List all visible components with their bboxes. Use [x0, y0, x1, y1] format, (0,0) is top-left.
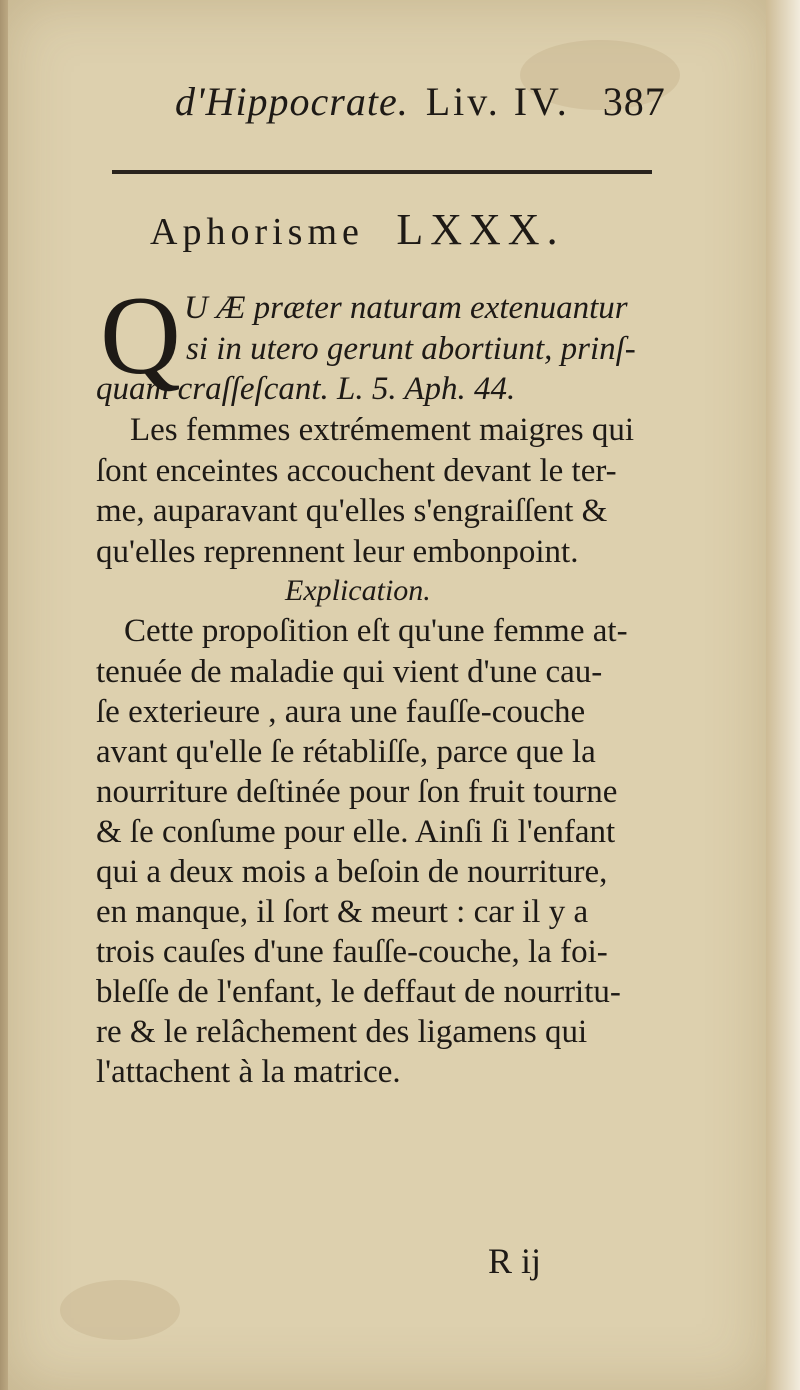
french-line: qu'elles reprennent leur embonpoint. [96, 534, 579, 570]
paper-stain [60, 1280, 180, 1340]
explication-line: qui a deux mois a beſoin de nourriture, [96, 854, 608, 890]
heading-word: Aphorisme [150, 211, 364, 253]
explication-line: l'attachent à la matrice. [96, 1054, 401, 1090]
latin-line: quam craſſeſcant. L. 5. Aph. 44. [96, 371, 516, 407]
latin-line: si in utero gerunt abortiunt, prinſ- [186, 331, 636, 367]
header-rule [112, 170, 652, 174]
explication-line: en manque, il ſort & meurt : car il y a [96, 894, 589, 930]
heading-numeral: LXXX. [396, 205, 565, 254]
explication-line: nourriture deſtinée pour ſon fruit tourne [96, 774, 618, 810]
drop-cap: Q [100, 274, 181, 398]
french-line: ſont enceintes accouchent devant le ter- [96, 453, 617, 489]
explication-line: bleſſe de l'enfant, le deffaut de nourritu- [96, 974, 621, 1010]
running-head [175, 78, 695, 125]
latin-line: U Æ præter naturam extenuantur [184, 290, 628, 326]
explication-line: avant qu'elle ſe rétabliſſe, parce que la [96, 734, 596, 770]
explication-title: Explication. [285, 574, 431, 607]
running-head-title: d'Hippocrate. [175, 79, 409, 124]
aphorism-heading [150, 204, 670, 255]
explication-line: & ſe conſume pour elle. Ainſi ſi l'enfant [96, 814, 616, 850]
signature-mark: R ij [488, 1241, 542, 1281]
explication-line: Cette propoſition eſt qu'une femme at- [124, 613, 628, 649]
french-line: Les femmes extrémement maigres qui [130, 412, 634, 448]
explication-line: ſe exterieure , aura une fauſſe-couche [96, 694, 586, 730]
running-head-book: Liv. IV. [425, 79, 570, 124]
page-edge [766, 0, 800, 1390]
explication-line: re & le relâchement des ligamens qui [96, 1014, 588, 1050]
page-number: 387 [602, 79, 666, 124]
explication-line: trois cauſes d'une fauſſe-couche, la foi- [96, 934, 608, 970]
french-line: me, auparavant qu'elles s'engraiſſent & [96, 493, 608, 529]
explication-line: tenuée de maladie qui vient d'une cau- [96, 654, 603, 690]
